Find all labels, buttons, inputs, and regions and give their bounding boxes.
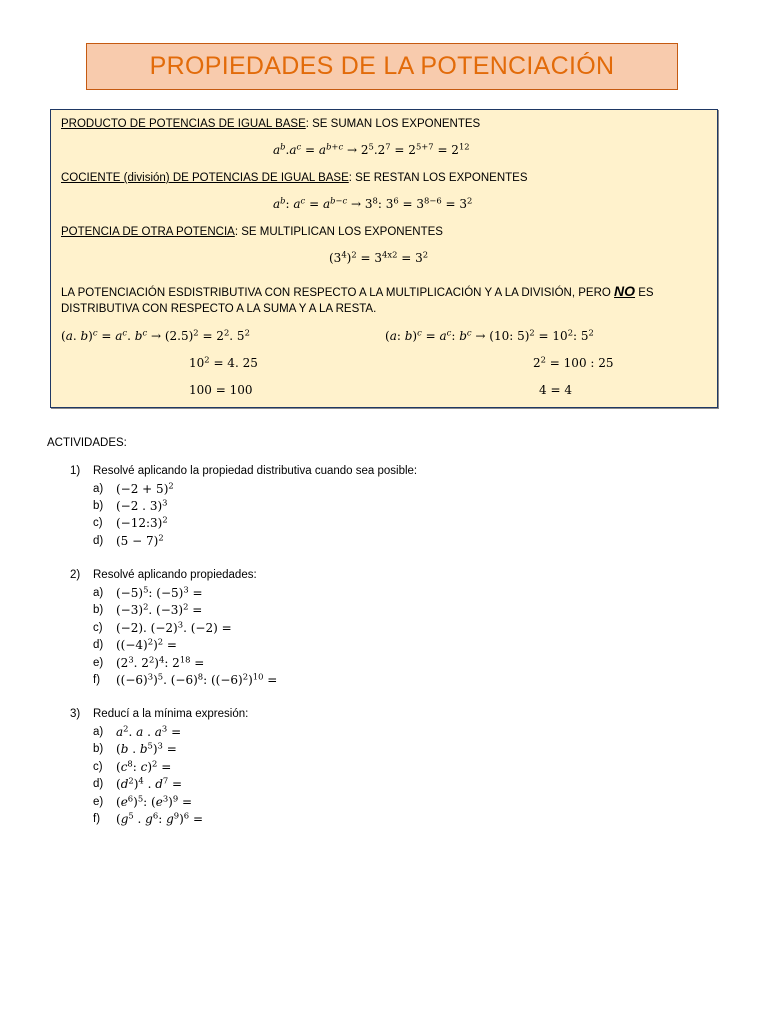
exercise-2e-letter: e) bbox=[93, 657, 104, 669]
exercise-3a-letter: a) bbox=[93, 726, 104, 738]
exercise-2b-letter: b) bbox=[93, 604, 104, 616]
title-banner bbox=[86, 43, 678, 90]
distributive-quotient-formula: (a: $b)^c = a^c$: $b^c \to (10$: $5)^2 = 10^2$: $5^2$ bbox=[385, 327, 594, 343]
exercise-1-instruction: Resolvé aplicando la propiedad distributiva cuando sea posible: bbox=[93, 465, 418, 477]
exercise-3-instruction: Reducí a la mínima expresión: bbox=[93, 708, 249, 720]
exercise-3b-expression: (b . $b^5)^3$ = bbox=[116, 740, 177, 756]
exercise-2a-letter: a) bbox=[93, 587, 104, 599]
product-rule-heading: PRODUCTO DE POTENCIAS DE IGUAL BASE: SE SUMAN LOS EXPONENTES bbox=[61, 118, 481, 130]
distributive-quotient-step-1: $2^2 = 100$ : 25 bbox=[533, 354, 614, 370]
exercise-3b-letter: b) bbox=[93, 743, 104, 755]
exercise-3c-letter: c) bbox=[93, 761, 103, 773]
power-rule-heading: POTENCIA DE OTRA POTENCIA: SE MULTIPLICAN LOS EXPONENTES bbox=[61, 226, 443, 238]
exercise-2-number: 2) bbox=[70, 569, 81, 581]
distributive-text-line-2: DISTRIBUTIVA CON RESPECTO A LA SUMA Y A LA RESTA. bbox=[61, 303, 377, 315]
product-rule-formula: $a^b.a^c = a^{b+c} \to 2^5.2^7 = 2^{5+7} = 2^{12}$ bbox=[273, 141, 470, 157]
distributive-text-line-1: LA POTENCIACIÓN ESDISTRIBUTIVA CON RESPECTO A LA MULTIPLICACIÓN Y A LA DIVISIÓN, PERO NO ES bbox=[61, 283, 654, 299]
page-title: PROPIEDADES DE LA POTENCIACIÓN bbox=[149, 52, 615, 80]
exercise-1a-letter: a) bbox=[93, 483, 104, 495]
exercise-2a-expression: $(-5)^5$: $(-5)^3$ = bbox=[116, 584, 203, 600]
exercise-3d-letter: d) bbox=[93, 778, 104, 790]
exercise-2c-letter: c) bbox=[93, 622, 103, 634]
activities-label: ACTIVIDADES: bbox=[47, 437, 127, 449]
quotient-rule-formula: $a^b$: $a^c = a^{b-c} \to 3^8$: $3^6 = 3^{8-6} = 3^2$ bbox=[273, 195, 473, 211]
distributive-quotient-step-2: 4 = 4 bbox=[539, 383, 572, 397]
power-rule-formula: $(3^4)^2 = 3^{4x2} = 3^2$ bbox=[329, 249, 429, 265]
exercise-2f-expression: $((-6)^3)^5$. $(-6)^8$: $((-6)^2)^{10}$ = bbox=[116, 671, 278, 687]
properties-box bbox=[50, 109, 718, 408]
quotient-rule-heading: COCIENTE (división) DE POTENCIAS DE IGUAL BASE: SE RESTAN LOS EXPONENTES bbox=[61, 172, 528, 184]
exercise-2c-expression: (−2). $(-2)^3$. (−2) = bbox=[116, 619, 232, 635]
exercise-2-instruction: Resolvé aplicando propiedades: bbox=[93, 569, 257, 581]
exercise-1a-expression: $(-2 + 5)^2$ bbox=[116, 480, 174, 496]
exercise-1d-expression: $(5 - 7)^2$ bbox=[116, 532, 164, 548]
exercise-1-number: 1) bbox=[70, 465, 81, 477]
exercise-3c-expression: ($c^8$: c)$^2$ = bbox=[116, 758, 172, 774]
exercise-2e-expression: ($2^3$. $2^2)^4$: $2^{18}$ = bbox=[116, 654, 205, 670]
distributive-product-step-1: $10^2 = 4$. 25 bbox=[189, 354, 258, 370]
exercise-1c-expression: (−12:3)$^2$ bbox=[116, 514, 168, 530]
exercise-2b-expression: $(-3)^2$. $(-3)^2$ = bbox=[116, 601, 203, 617]
exercise-3a-expression: $a^2$. a . $a^3$ = bbox=[116, 723, 182, 739]
exercise-3d-expression: $(d^2)^4$ . $d^7$ = bbox=[116, 775, 183, 791]
distributive-product-step-2: 100 = 100 bbox=[189, 383, 253, 397]
exercise-1d-letter: d) bbox=[93, 535, 104, 547]
exercise-2d-expression: $((-4)^2)^2$ = bbox=[116, 636, 177, 652]
exercise-3-number: 3) bbox=[70, 708, 81, 720]
exercise-1b-letter: b) bbox=[93, 500, 104, 512]
exercise-3f-letter: f) bbox=[93, 813, 101, 825]
exercise-3f-expression: ($g^5$ . $g^6$: $g^9)^6$ = bbox=[116, 810, 203, 826]
exercise-1b-expression: (−2 . 3)$^3$ bbox=[116, 497, 168, 513]
exercise-2d-letter: d) bbox=[93, 639, 104, 651]
exercise-1c-letter: c) bbox=[93, 517, 103, 529]
exercise-3e-expression: $(e^6)^5$: $(e^3)^9$ = bbox=[116, 793, 193, 809]
exercise-3e-letter: e) bbox=[93, 796, 104, 808]
distributive-product-formula: (a. $b)^c = a^c$. $b^c \to (2.5)^2 = 2^2$. $5^2$ bbox=[61, 327, 250, 343]
exercise-2f-letter: f) bbox=[93, 674, 101, 686]
